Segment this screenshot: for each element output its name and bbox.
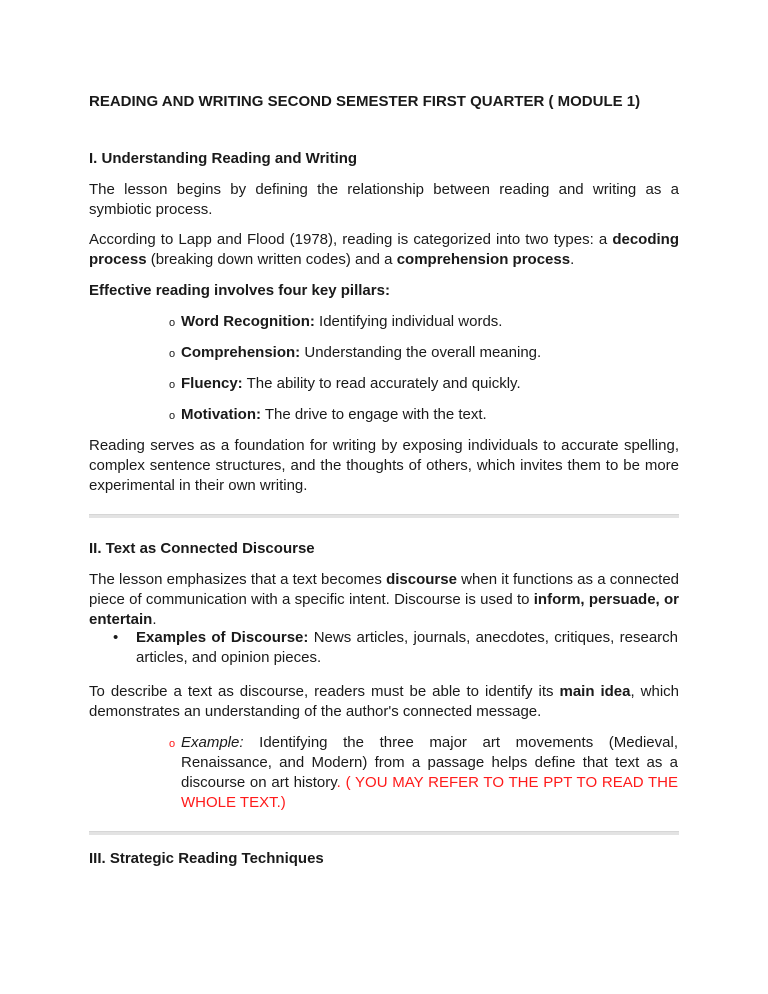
bullet-icon: • <box>113 629 119 646</box>
divider <box>89 514 679 518</box>
paragraph: According to Lapp and Flood (1978), reading is categorized into two types: a decoding process (breaking down written codes) and a comprehension process. <box>89 231 679 268</box>
bullet-icon: o <box>169 317 176 329</box>
bullet-icon: o <box>169 379 176 391</box>
list-item: Word Recognition: Identifying individual words. <box>181 313 503 330</box>
section-3-heading: III. Strategic Reading Techniques <box>89 850 324 867</box>
paragraph: The lesson begins by defining the relationship between reading and writing as a symbiotic process. <box>89 181 679 218</box>
example-item: Example: Identifying the three major art movements (Medieval, Renaissance, and Modern) from a passage helps define that text as a discourse on art history. ( YOU MAY REFER TO THE PPT TO READ THE WHOLE TEXT.) <box>181 734 678 811</box>
ppt-note: . ( YOU MAY REFER TO THE PPT TO READ THE WHOLE TEXT.) <box>181 774 678 811</box>
bullet-icon: o <box>169 410 176 422</box>
paragraph: Reading serves as a foundation for writing by exposing individuals to accurate spelling, complex sentence structures, and the thoughts of others, which invites them to be more experimental in their own writing. <box>89 437 679 494</box>
bullet-icon: o <box>169 738 176 750</box>
pillars-heading: Effective reading involves four key pillars: <box>89 282 390 299</box>
divider <box>89 831 679 835</box>
paragraph: The lesson emphasizes that a text becomes discourse when it functions as a connected piece of communication with a specific intent. Discourse is used to inform, persuade, or entertain. <box>89 571 679 628</box>
list-item: Motivation: The drive to engage with the text. <box>181 406 487 423</box>
document-title: READING AND WRITING SECOND SEMESTER FIRST QUARTER ( MODULE 1) <box>89 93 641 110</box>
list-item: Fluency: The ability to read accurately and quickly. <box>181 375 521 392</box>
paragraph: To describe a text as discourse, readers must be able to identify its main idea, which demonstrates an understanding of the author's connected message. <box>89 683 679 720</box>
bullet-icon: o <box>169 348 176 360</box>
section-2-heading: II. Text as Connected Discourse <box>89 540 315 557</box>
section-1-heading: I. Understanding Reading and Writing <box>89 150 358 167</box>
list-item: Comprehension: Understanding the overall meaning. <box>181 344 542 361</box>
list-item: Examples of Discourse: News articles, journals, anecdotes, critiques, research articles, and opinion pieces. <box>136 629 678 666</box>
